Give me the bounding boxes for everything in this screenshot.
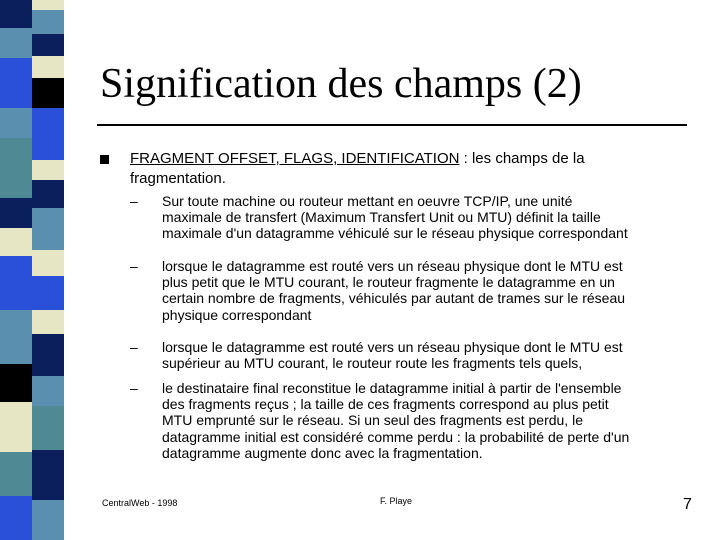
dash-bullet: – <box>130 339 138 355</box>
strip-block <box>32 500 64 540</box>
strip-block <box>32 276 64 310</box>
dash-bullet: – <box>130 193 138 209</box>
sub-bullet-line: Sur toute machine ou routeur mettant en oeuvre TCP/IP, une unité <box>162 193 573 209</box>
dash-bullet: – <box>130 380 138 396</box>
sub-bullet-line: supérieur au MTU courant, le routeur route les fragments tels quels, <box>162 355 583 372</box>
strip-block <box>0 402 32 452</box>
strip-block <box>0 138 32 198</box>
title-divider <box>97 124 687 126</box>
strip-block <box>0 58 32 108</box>
sub-bullet-line: MTU emprunté sur le réseau. Si un seul des fragments est perdu, le <box>162 412 583 429</box>
square-bullet-icon <box>100 155 109 164</box>
sub-bullet-line: datagramme initial est considéré comme perdu : la probabilité de perte d'un <box>162 428 630 445</box>
strip-block <box>32 108 64 160</box>
sub-bullet-line: lorsque le datagramme est routé vers un réseau physique dont le MTU est <box>162 339 623 355</box>
sub-bullet <box>130 339 700 371</box>
strip-block <box>32 406 64 450</box>
strip-block <box>0 310 32 364</box>
main-bullet-text <box>130 149 700 189</box>
strip-block <box>32 310 64 334</box>
strip-block <box>0 496 32 540</box>
sub-bullet-line: lorsque le datagramme est routé vers un réseau physique dont le MTU est <box>162 258 623 274</box>
strip-block <box>0 198 32 228</box>
sub-bullet <box>130 193 700 242</box>
dash-bullet: – <box>130 258 138 274</box>
strip-block <box>32 250 64 276</box>
sub-bullet <box>130 258 700 323</box>
strip-block <box>32 0 64 10</box>
sub-bullet-line: physique correspondant <box>162 306 312 323</box>
strip-block <box>0 364 32 402</box>
sub-bullet <box>130 380 700 461</box>
main-bullet-rest-line2: fragmentation. <box>130 170 226 187</box>
strip-block <box>0 256 32 310</box>
strip-block <box>32 334 64 376</box>
strip-block <box>32 376 64 406</box>
decorative-color-strip <box>0 0 64 540</box>
main-bullet-underlined: FRAGMENT OFFSET, FLAGS, IDENTIFICATION <box>130 150 460 167</box>
strip-block <box>32 34 64 56</box>
footer-source: CentralWeb - 1998 <box>102 498 178 508</box>
strip-block <box>32 78 64 108</box>
sub-bullet-line: certain nombre de fragments, véhiculés par autant de trames sur le réseau <box>162 290 626 307</box>
strip-block <box>0 28 32 58</box>
page-number: 7 <box>683 496 692 513</box>
strip-block <box>32 160 64 180</box>
sub-bullet-line: des fragments reçus ; la taille de ces fragments correspond au plus petit <box>162 396 609 413</box>
strip-block <box>32 208 64 250</box>
footer-author: F. Playe <box>380 496 413 506</box>
slide-title: Signification des champs (2) <box>100 61 582 107</box>
strip-block <box>0 228 32 256</box>
strip-block <box>0 0 32 28</box>
sub-bullet-line: maximale d'un datagramme véhiculé sur le réseau physique correspondant <box>162 225 628 242</box>
main-bullet-rest: : les champs de la <box>459 150 585 167</box>
strip-block <box>32 180 64 208</box>
sub-bullet-line: datagramme augmente donc avec la fragmentation. <box>162 444 483 461</box>
sub-bullet-line: le destinataire final reconstitue le datagramme initial à partir de l'ensemble <box>162 380 622 396</box>
strip-block <box>0 452 32 496</box>
strip-block <box>32 10 64 34</box>
strip-block <box>32 56 64 78</box>
strip-block <box>0 108 32 138</box>
sub-bullet-line: plus petit que le MTU courant, le routeur fragmente le datagramme en un <box>162 274 615 291</box>
sub-bullet-line: maximale de transfert (Maximum Transfert Unit ou MTU) définit la taille <box>162 209 601 226</box>
strip-block <box>32 450 64 500</box>
